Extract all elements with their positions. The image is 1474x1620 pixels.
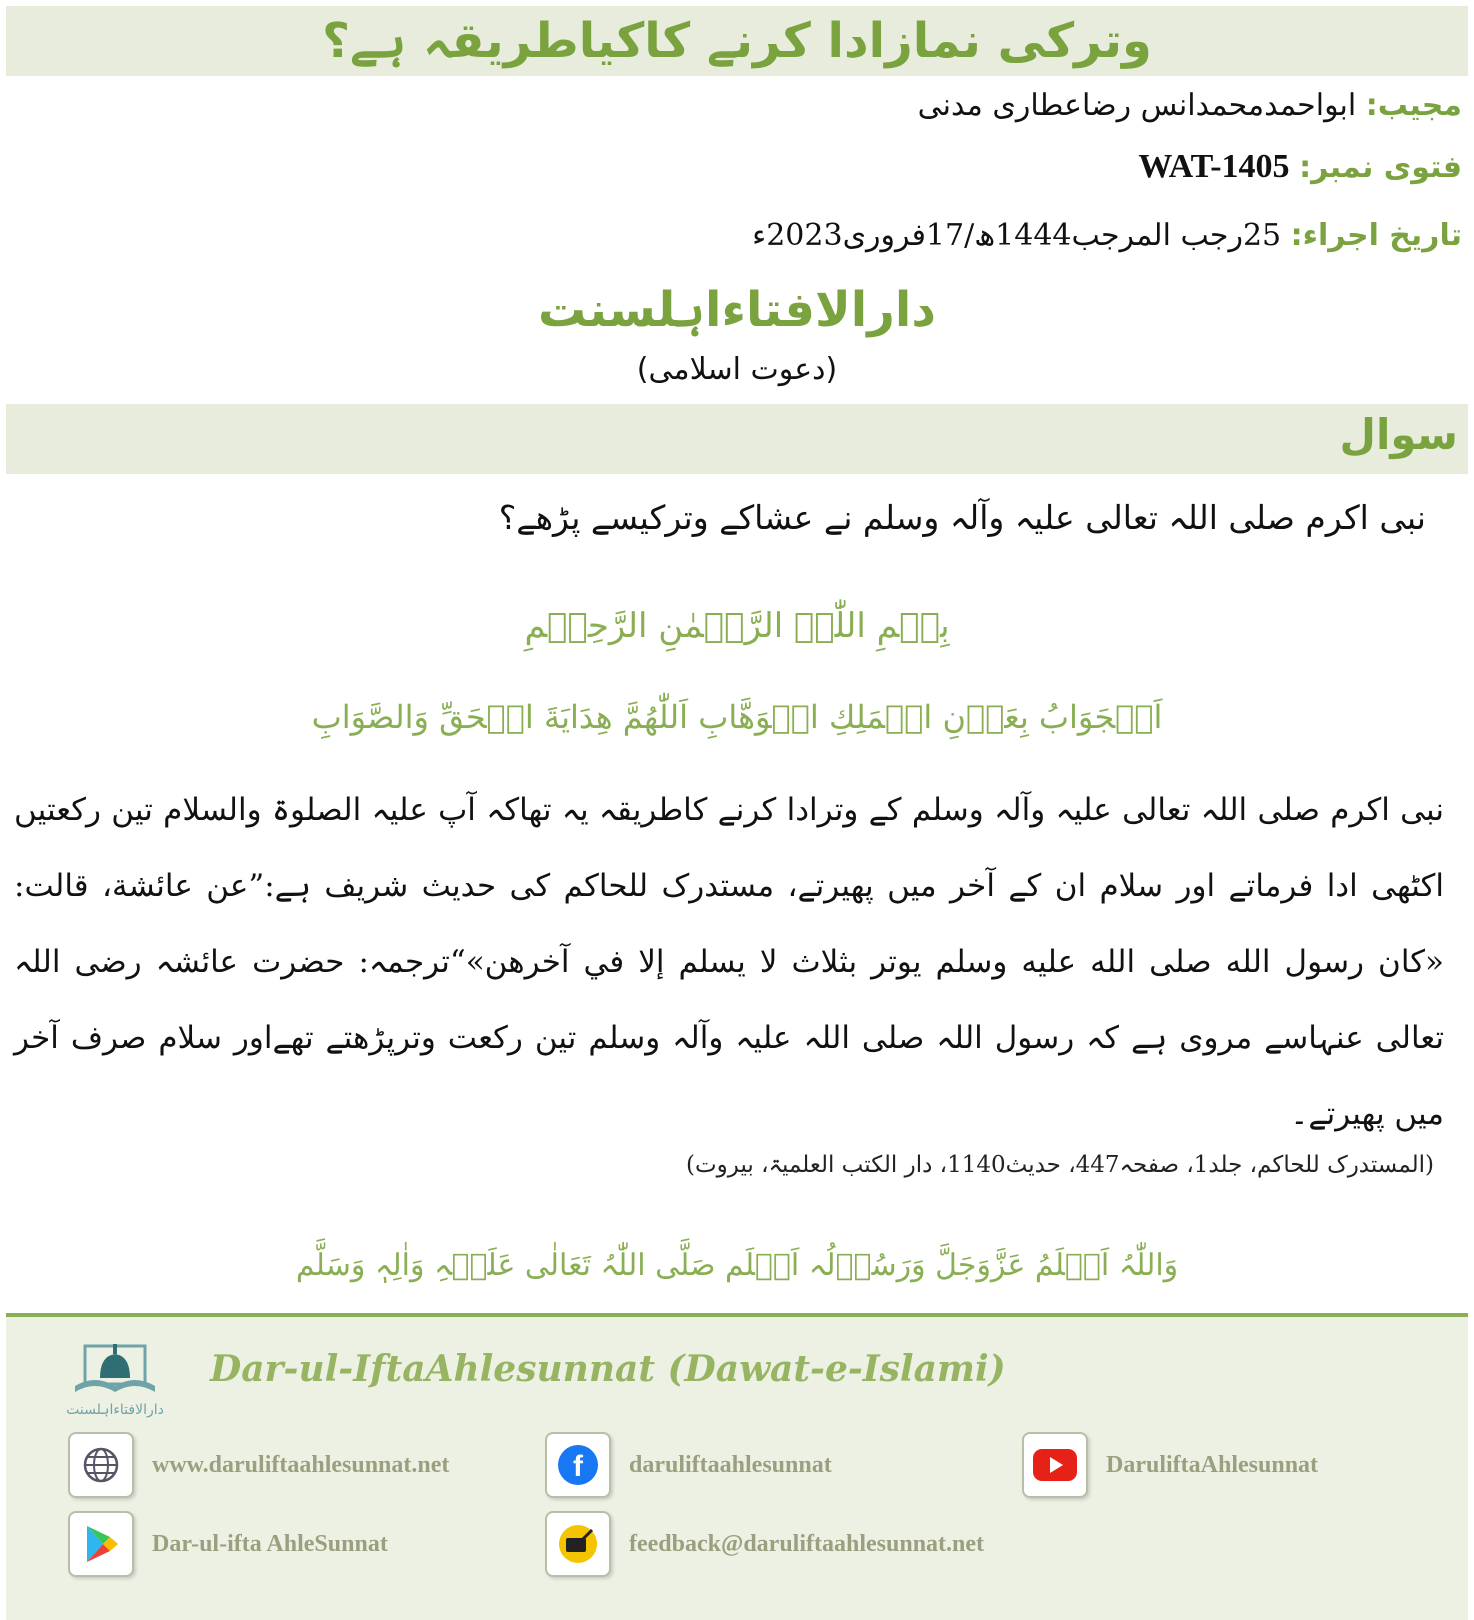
fatwa-number-value: WAT-1405 xyxy=(1138,148,1290,185)
book-dome-icon xyxy=(55,1326,175,1426)
answer-text: نبی اکرم صلی اللہ تعالی علیہ وآلہ وسلم کے وترادا کرنے کاطریقہ یہ تھاکہ آپ علیہ الصلوۃ والسلام تین رکعتیں اکٹھی ادا فرماتے اور سلام ان کے آخر میں پھیرتے، مستدرک للحاکم کی حدیث شریف ہے:”عن عائشة، قالت: «كان رسول الله صلى الله عليه وسلم يوتر بثلاث لا يسلم إلا في آخرهن»“ترجمہ: حضرت عائشہ رضی اللہ تعالی عنہاسے مروی ہے کہ رسول اللہ صلی اللہ علیہ وآلہ وسلم تین رکعت وترپڑھتے تھےاور سلام صرف آخر میں پھیرتے۔ xyxy=(14,792,1444,1132)
facebook-icon xyxy=(556,1443,600,1487)
reference-citation: (المستدرک للحاکم، جلد1، صفحہ447، حدیث1140، دار الکتب العلمیۃ، بیروت) xyxy=(686,1152,1434,1178)
feedback-icon xyxy=(556,1522,600,1566)
closing-phrase: وَاللّٰہُ اَعۡلَمُ عَزَّوَجَلَّ وَرَسُوۡلُہ اَعۡلَم صَلَّی اللّٰہُ تَعَالٰی عَلَیۡہِ وَاٰلِہٖ وَسَلَّم xyxy=(295,1248,1179,1283)
globe-icon xyxy=(81,1445,121,1485)
playstore-text[interactable]: Dar-ul-ifta AhleSunnat xyxy=(152,1530,388,1557)
facebook-link[interactable] xyxy=(545,1432,832,1498)
question-band xyxy=(6,404,1468,474)
youtube-icon xyxy=(1032,1448,1078,1482)
page-title: وترکی نمازادا کرنے کاکیاطریقہ ہے؟ xyxy=(322,13,1152,69)
facebook-icon-box xyxy=(545,1432,611,1498)
fatwa-number-label: فتوی نمبر: xyxy=(1299,150,1462,185)
feedback-icon-box xyxy=(545,1511,611,1577)
youtube-text[interactable]: DaruliftaAhlesunnat xyxy=(1106,1451,1319,1478)
email-text[interactable]: feedback@daruliftaahlesunnat.net xyxy=(629,1530,985,1557)
bismillah: بِسۡمِ اللّٰہِ الرَّحۡمٰنِ الرَّحِیۡمِ xyxy=(524,606,950,646)
fatwa-number-row xyxy=(12,148,1462,186)
institution-subtitle: (دعوت اسلامی) xyxy=(636,352,838,387)
youtube-link[interactable] xyxy=(1022,1432,1318,1498)
institution-name: دارالافتاءاہلسنت xyxy=(538,282,936,338)
globe-icon-box xyxy=(68,1432,134,1498)
issue-date-label: تاریخ اجراء: xyxy=(1290,218,1462,253)
mujeeb-value: ابواحمدمحمدانس رضاعطاری مدنی xyxy=(917,88,1357,123)
logo-text: دارالافتاءاہلسنت xyxy=(66,1402,164,1418)
darulifta-logo xyxy=(55,1326,175,1426)
youtube-icon-box xyxy=(1022,1432,1088,1498)
issue-date-value: 25رجب المرجب1444ھ/17فروری2023ء xyxy=(752,218,1282,253)
mujeeb-row xyxy=(12,88,1462,123)
jawab-opening: اَلۡجَوَابُ بِعَوۡنِ الۡمَلِكِ الۡوَهَّابِ اَللّٰهُمَّ هِدَايَةَ الۡحَقِّ وَالصَّوَابِ xyxy=(311,698,1163,736)
playstore-icon-box xyxy=(68,1511,134,1577)
facebook-text[interactable]: daruliftaahlesunnat xyxy=(629,1451,832,1478)
mujeeb-label: مجیب: xyxy=(1365,88,1462,123)
question-text: نبی اکرم صلی اللہ تعالی علیہ وآلہ وسلم نے عشاکے وترکیسے پڑھے؟ xyxy=(498,498,1426,537)
svg-text:f: f xyxy=(573,1450,583,1483)
question-heading: سوال xyxy=(1339,410,1458,459)
issue-date-row xyxy=(12,218,1462,253)
website-text[interactable]: www.daruliftaahlesunnat.net xyxy=(152,1451,450,1478)
website-link[interactable] xyxy=(68,1432,449,1498)
org-name: Dar-ul-IftaAhlesunnat (Dawat-e-Islami) xyxy=(210,1348,1006,1390)
playstore-link[interactable] xyxy=(68,1511,388,1577)
feedback-link[interactable] xyxy=(545,1511,984,1577)
play-store-icon xyxy=(81,1523,121,1565)
